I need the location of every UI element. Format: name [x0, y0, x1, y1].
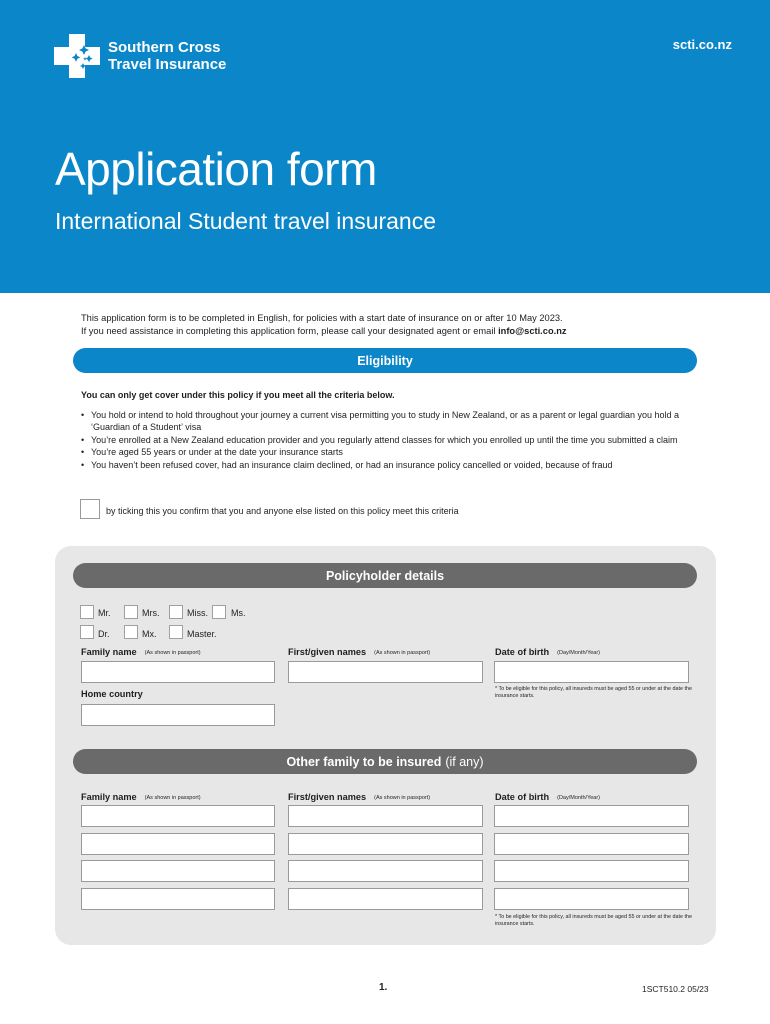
criteria-item: • You’re aged 55 years or under at the date your insurance starts [81, 446, 681, 458]
passport-hint: (As shown in passport) [374, 649, 431, 656]
policyholder-dob-input[interactable] [494, 661, 689, 683]
title-mx-label: Mx. [142, 629, 157, 639]
title-dr-label: Dr. [98, 629, 110, 639]
family-name-label-text: Family name [81, 792, 137, 802]
dob-label-text: Date of birth [495, 792, 550, 802]
home-country-input[interactable] [81, 704, 275, 726]
other-family-heading [73, 749, 697, 774]
home-country-label: Home country [81, 689, 143, 699]
title-mr-label: Mr. [98, 608, 111, 618]
brand-logo [54, 34, 226, 78]
site-url[interactable]: scti.co.nz [672, 37, 732, 52]
title-mr-checkbox[interactable] [80, 605, 94, 619]
intro-line-1: This application form is to be completed in English, for policies with a start date of insurance on or after 10 May 2023. [81, 313, 563, 323]
eligibility-criteria-list [81, 409, 681, 471]
policyholder-first-name-input[interactable] [288, 661, 483, 683]
other-dob-input-4[interactable] [494, 888, 689, 910]
title-mrs-checkbox[interactable] [124, 605, 138, 619]
other-dob-input-2[interactable] [494, 833, 689, 855]
title-miss-checkbox[interactable] [169, 605, 183, 619]
form-code: 1SCT510.2 05/23 [642, 984, 709, 994]
family-name-label-text: Family name [81, 647, 137, 657]
policyholder-family-name-label [81, 647, 201, 657]
passport-hint: (As shown in passport) [144, 794, 201, 801]
other-first-name-input-3[interactable] [288, 860, 483, 882]
intro-line-2-text: If you need assistance in completing this application form, please call your designated agent or email [81, 326, 499, 336]
other-first-name-input-2[interactable] [288, 833, 483, 855]
title-master-checkbox[interactable] [169, 625, 183, 639]
title-mx-checkbox[interactable] [124, 625, 138, 639]
other-family-name-input-3[interactable] [81, 860, 275, 882]
title-dr-checkbox[interactable] [80, 625, 94, 639]
other-dob-input-1[interactable] [494, 805, 689, 827]
other-first-name-input-4[interactable] [288, 888, 483, 910]
dob-label-text: Date of birth [495, 647, 550, 657]
other-family-name-input-4[interactable] [81, 888, 275, 910]
brand-name-line1: Southern Cross [108, 39, 221, 56]
dob-hint: (Day/Month/Year) [557, 649, 601, 656]
policyholder-first-name-label [288, 647, 430, 657]
eligibility-lead: You can only get cover under this policy if you meet all the criteria below. [81, 390, 395, 400]
policyholder-family-name-input[interactable] [81, 661, 275, 683]
passport-hint: (As shown in passport) [374, 794, 431, 801]
page-title: Application form [55, 143, 377, 195]
title-miss-label: Miss. [187, 608, 208, 618]
dob-hint: (Day/Month/Year) [557, 794, 601, 801]
page-header [0, 0, 770, 293]
eligibility-heading: Eligibility [73, 348, 697, 373]
other-first-name-input-1[interactable] [288, 805, 483, 827]
title-mrs-label: Mrs. [142, 608, 160, 618]
policyholder-dob-label [495, 647, 600, 657]
details-panel [55, 546, 716, 945]
title-ms-label: Ms. [231, 608, 246, 618]
title-ms-checkbox[interactable] [212, 605, 226, 619]
other-family-age-note: * To be eligible for this policy, all insureds must be aged 55 or under at the date the insurance starts. [495, 914, 692, 927]
other-family-name-input-2[interactable] [81, 833, 275, 855]
passport-hint: (As shown in passport) [144, 649, 201, 656]
criteria-item: • You’re enrolled at a New Zealand education provider and you regularly attend classes for which you enrolled up until the time you submitted a claim [81, 434, 681, 446]
first-name-label-text: First/given names [288, 647, 367, 657]
other-family-heading-suffix: (if any) [445, 754, 484, 769]
brand-name-line2: Travel Insurance [108, 56, 227, 73]
page-subtitle: International Student travel insurance [55, 208, 437, 234]
title-master-label: Master. [187, 629, 217, 639]
other-first-name-label [288, 792, 430, 802]
intro-line-2 [81, 325, 567, 338]
eligibility-confirm-checkbox[interactable] [80, 499, 100, 519]
criteria-item: • You hold or intend to hold throughout your journey a current visa permitting you to study in New Zealand, or as a parent or legal guardian you hold a ‘Guardian of a Student’ visa [81, 409, 681, 434]
eligibility-confirm-label: by ticking this you confirm that you and anyone else listed on this policy meet this criteria [106, 506, 459, 516]
criteria-item: • You haven’t been refused cover, had an insurance claim declined, or had an insurance policy cancelled or voided, because of fraud [81, 459, 681, 471]
other-family-name-input-1[interactable] [81, 805, 275, 827]
other-dob-input-3[interactable] [494, 860, 689, 882]
other-family-heading-text: Other family to be insured [286, 754, 442, 769]
policyholder-age-note: * To be eligible for this policy, all insureds must be aged 55 or under at the date the insurance starts. [495, 686, 692, 699]
other-dob-label [495, 792, 600, 802]
other-family-name-label [81, 792, 201, 802]
southern-cross-logo-icon [54, 34, 100, 78]
page-number: 1. [379, 982, 388, 993]
intro-text [81, 312, 567, 338]
first-name-label-text: First/given names [288, 792, 367, 802]
contact-email[interactable]: info@scti.co.nz [498, 326, 567, 336]
policyholder-heading: Policyholder details [73, 563, 697, 588]
